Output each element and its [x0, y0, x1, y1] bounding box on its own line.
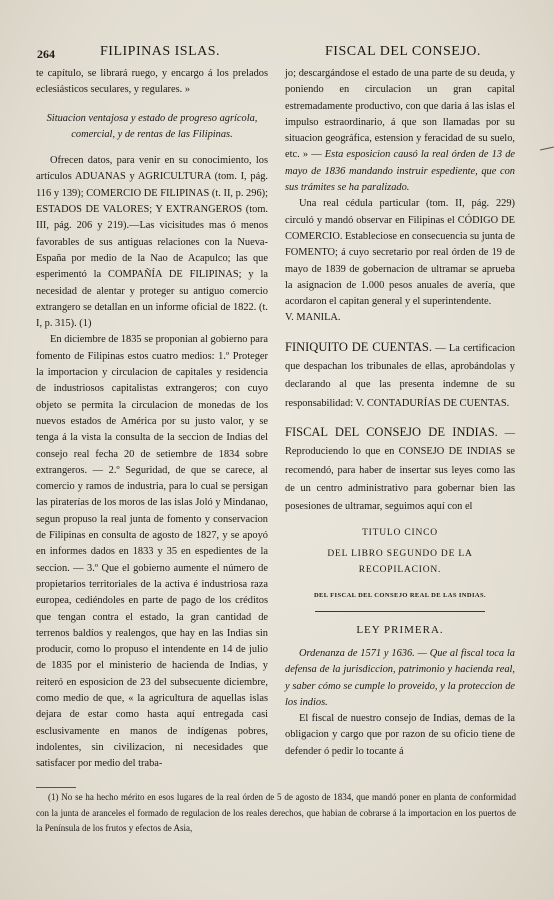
section-entry — [285, 424, 515, 515]
section-title: FINIQUITO DE CUENTAS. — [285, 339, 432, 354]
paragraph: En diciembre de 1835 se proponian al gobierno para fomento de Filipinas estos cuatro medios: 1.º Proteger la importacion y circulacion de capitales y residencia de industriosos capitalistas extrangeros; con cuyo objeto se permita la circulacion de monedas de los nuevos estados de América por su justo valor, y se tenga á la vista la consulta de la seccion de Indias del consejo real fecha 20 de setiembre de 1834 sobre extrangeros. — 2.º Seguridad, de que se carece, al comercio y ramos de industria, para lo cual se persigan las piraterías de los moros de las islas Joló y Mindanao, segun propuso la real junta de fomento y conservacion de Filipinas en consulta de agosto de 1827, y se apoyó en informes dados en 1833 y 35 en espedientes de la seccion. — 3.º Que el gobierno aumente el número de propietarios territoriales de la activa é industriosa raza europea, cediéndoles en parte de pago de los créditos que tengan contra el estado, la gran cantidad de terrenos baldíos y realengos, que hay en las Indias sin producir, como lo propuso el intendente en 14 de julio de 1835 por el ministerio de hacienda de Indias, y reiteró en esposicion de 23 del subsecuente diciembre, como medio de que, « la agricultura de aquellas islas dejara de estar como hasta aquí entregada casi esclusivamente en manos de indígenas pobres, indolentes, sin civilizacion, ni necesidades que satisfacer por medio del traba- — [36, 334, 268, 770]
right-column — [285, 66, 515, 760]
footnote-text: (1) No se ha hecho mérito en esos lugares de la real órden de 5 de agosto de 1834, que mandó poner en planta de conformidad con la junta de aranceles el formado de regulacion de los reales derechos, que habian de cobrarse á la importacion en los puertos de la Península de los frutos y efectos de Asia, — [36, 792, 516, 833]
ordenanza — [285, 646, 515, 711]
left-column — [36, 66, 268, 772]
footnote — [36, 790, 516, 837]
italic-note: Esta esposicion causó la real órden de 13 de mayo de 1836 mandando instruir espediente, que con sus trámites se ha paralizado. — [285, 149, 515, 194]
ley-heading: LEY PRIMERA. — [356, 623, 444, 636]
running-head-left: FILIPINAS ISLAS. — [100, 44, 221, 59]
page-header — [0, 42, 554, 64]
paragraph: Una real cédula particular (tom. II, pág. 229) circuló y mandó observar en Filipinas el CÓDIGO DE COMERCIO. Estableciose en consecuencia su junta de FOMENTO; á cuyo secretario por real órden de 19 de mayo de 1839 de gobernacion de ultramar se aprueba la asignacion de 1.000 pesos anuales de avería, que acordaron el capitan general y el superintendente. — [285, 198, 515, 308]
section-text: — Reproduciendo lo que en CONSEJO DE INDIAS se recomendó, para haber de insertar sus leyes como las de un centro administrativo para gobernar bien las posesiones de ultramar, seguimos aquí con el — [285, 427, 515, 513]
paragraph: El fiscal de nuestro consejo de Indias, demas de la obligacion y cargo que por razon de su oficio tiene de defender ó pedir lo tocante á — [285, 713, 515, 757]
running-head-right: FISCAL DEL CONSEJO. — [325, 44, 481, 59]
divider — [315, 611, 485, 612]
fiscal-heading: DEL FISCAL DEL CONSEJO REAL DE LAS INDIAS. — [313, 592, 487, 600]
paragraph: Ofrecen datos, para venir en su conocimiento, los artículos ADUANAS y AGRICULTURA (tom. I, pág. 116 y 139); COMERCIO DE FILIPINAS (t. II, p. 296); ESTADOS DE VALORES; Y EXTRANGEROS (tom. III, pág. 206 y 219).—Las vicisitudes mas ó menos favorables de sus antiguas relaciones con la Nueva-España por medio de la Nao de Acapulco; las que esperimentó la COMPAÑÍA DE FILIPINAS; y la necesidad de alentar y proteger su antiguo comercio extrangero se detallan en un informe oficial de 1822. (t. I, p. 315). (1) — [36, 155, 268, 330]
paragraph: te capítulo, se librará ruego, y encargo á los prelados eclesiásticos seculares, y regulares. » — [36, 68, 268, 96]
page-number: 264 — [37, 47, 55, 61]
footnote-rule — [36, 787, 76, 788]
section-entry — [285, 339, 515, 412]
ordenanza-label: Ordenanza de 1571 y 1636. — [299, 647, 415, 659]
section-title: FISCAL DEL CONSEJO DE INDIAS. — [285, 424, 498, 439]
see-also: V. MANILA. — [285, 312, 341, 324]
section-subtitle: Situacion ventajosa y estado de progreso agrícola, comercial, y de rentas de las Filipinas. — [46, 112, 258, 140]
section-text: — La certificacion que despachan los tribunales de ellas, aprobándolas y declarando al que las presenta indemne de su responsabilidad: V. CONTADURÍAS DE CUENTAS. — [285, 342, 516, 409]
paragraph — [285, 66, 515, 196]
paragraph-text: jo; descargándose el estado de una parte de su deuda, y poniendo en circulacion un gran capital estremadamente productivo, con que daria á las islas el impulso estraordinario, á que son llamadas por su situacion geográfica, estension y feracidad de su suelo, etc. » — — [285, 68, 515, 161]
titulo-heading: TITULO CINCO — [362, 528, 438, 539]
ordenanza-text: — Que al fiscal toca la defensa de la jurisdiccion, patrimonio y hacienda real, y saber cómo se cumple lo proveido, y la proteccion de los indios. — [285, 647, 516, 708]
page-mark — [540, 147, 554, 151]
libro-heading: DEL LIBRO SEGUNDO DE LA RECOPILACION. — [327, 548, 473, 576]
